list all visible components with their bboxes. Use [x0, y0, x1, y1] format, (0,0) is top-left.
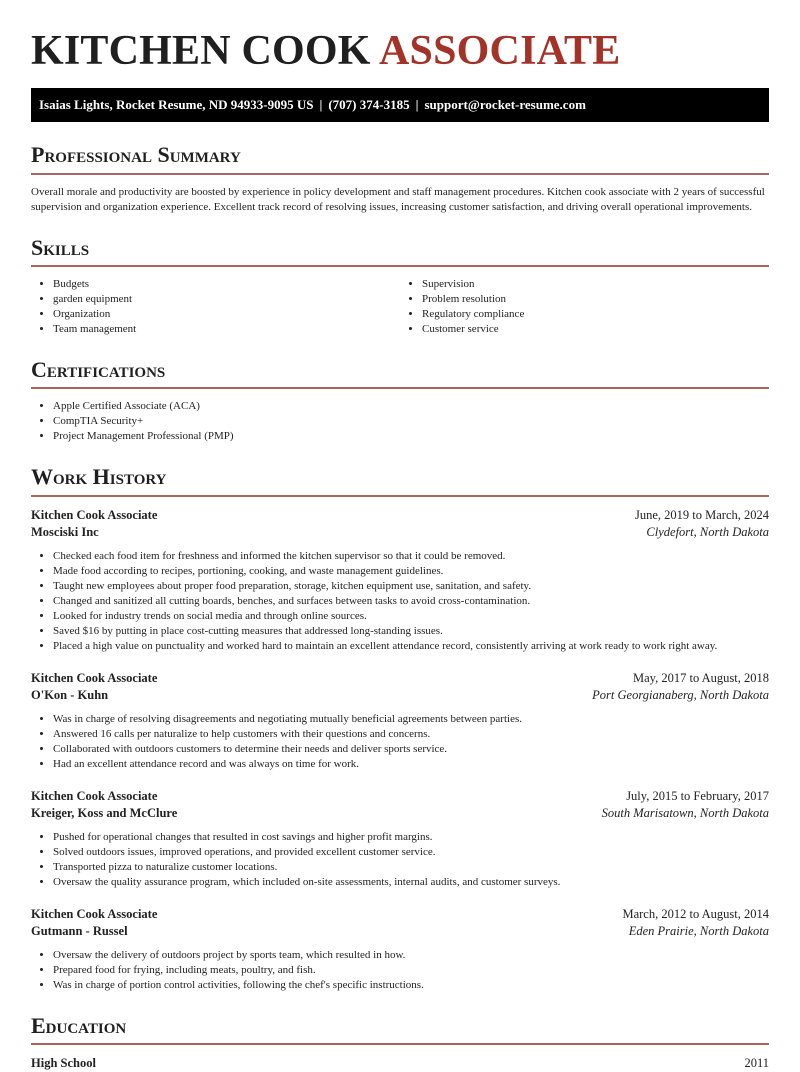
job-entry	[31, 906, 769, 993]
job-bullet: • Had an excellent attendance record and was always on time for work.	[53, 757, 769, 772]
job-entry	[31, 670, 769, 772]
skills-section	[31, 235, 769, 337]
title-accent: ASSOCIATE	[379, 28, 621, 74]
education-year: 2011	[744, 1056, 769, 1071]
job-bullet: • Placed a high value on punctuality and worked hard to maintain an excellent attendance record, consistently arriving at work ready to work right away.	[53, 639, 769, 654]
job-entry	[31, 507, 769, 654]
job-bullet: • Checked each food item for freshness and informed the kitchen supervisor so that it could be removed.	[53, 549, 769, 564]
education-container	[31, 1055, 769, 1072]
job-bullets	[31, 948, 769, 993]
job-location: Eden Prairie, North Dakota	[628, 923, 769, 938]
job-location: Port Georgianaberg, North Dakota	[592, 687, 769, 702]
summary-heading: Professional Summary	[31, 142, 769, 174]
resume-title	[31, 28, 769, 74]
skill-item: • garden equipment	[53, 292, 400, 307]
job-title: Kitchen Cook Associate	[31, 788, 158, 803]
job-title: Kitchen Cook Associate	[31, 906, 158, 921]
job-dates: July, 2015 to February, 2017	[626, 788, 769, 803]
skill-item: • Budgets	[53, 277, 400, 292]
skill-item: • Organization	[53, 307, 400, 322]
certifications-section	[31, 357, 769, 444]
job-entry	[31, 788, 769, 890]
job-bullet: • Oversaw the delivery of outdoors project by sports team, which resulted in how.	[53, 948, 769, 963]
job-location: Clydefort, North Dakota	[646, 524, 769, 539]
skills-heading: Skills	[31, 235, 769, 267]
job-bullet: • Made food according to recipes, portioning, cooking, and waste management guidelines.	[53, 564, 769, 579]
skill-item: • Customer service	[422, 322, 769, 337]
job-company: Kreiger, Koss and McClure	[31, 805, 178, 820]
job-header-row	[31, 788, 769, 805]
job-bullet: • Transported pizza to naturalize customer locations.	[53, 860, 769, 875]
job-bullet: • Was in charge of resolving disagreements and negotiating mutually beneficial agreements between parties.	[53, 712, 769, 727]
job-company: Mosciski Inc	[31, 524, 99, 539]
contact-email[interactable]: support@rocket-resume.com	[424, 97, 586, 113]
education-section	[31, 1013, 769, 1072]
contact-bar	[31, 88, 769, 122]
work-history-section	[31, 464, 769, 992]
contact-separator: |	[319, 97, 323, 113]
job-bullet: • Pushed for operational changes that resulted in cost savings and higher profit margins.	[53, 830, 769, 845]
skills-list-left	[31, 277, 400, 337]
job-title: Kitchen Cook Associate	[31, 507, 158, 522]
summary-section	[31, 142, 769, 214]
job-title: Kitchen Cook Associate	[31, 670, 158, 685]
summary-text: Overall morale and productivity are boosted by experience in policy development and staff management procedures. Kitchen cook associate with 2 years of successful supervision and organization experience. Excellent track record of resolving issues, increasing customer satisfaction, and driving overall operational improvements.	[31, 185, 765, 213]
job-company-row	[31, 687, 769, 704]
education-row	[31, 1055, 769, 1072]
job-bullet: • Oversaw the quality assurance program, which included on-site assessments, internal audits, and customer surveys.	[53, 875, 769, 890]
job-bullet: • Collaborated with outdoors customers to determine their needs and deliver sports service.	[53, 742, 769, 757]
contact-separator: |	[415, 97, 419, 113]
certifications-list	[31, 399, 769, 444]
skill-item: • Supervision	[422, 277, 769, 292]
skill-item: • Team management	[53, 322, 400, 337]
job-bullet: • Changed and sanitized all cutting boards, benches, and surfaces between tasks to avoid cross-contamination.	[53, 594, 769, 609]
job-bullet: • Was in charge of portion control activities, following the chef's specific instructions.	[53, 978, 769, 993]
job-header-row	[31, 670, 769, 687]
job-header-row	[31, 906, 769, 923]
certification-item: • CompTIA Security+	[53, 414, 769, 429]
job-bullets	[31, 549, 769, 654]
certification-item: • Apple Certified Associate (ACA)	[53, 399, 769, 414]
certification-item: • Project Management Professional (PMP)	[53, 429, 769, 444]
job-bullets	[31, 830, 769, 890]
job-bullet: • Solved outdoors issues, improved operations, and provided excellent customer service.	[53, 845, 769, 860]
job-header-row	[31, 507, 769, 524]
job-company-row	[31, 524, 769, 541]
skills-list-right	[400, 277, 769, 337]
title-main: KITCHEN COOK	[31, 28, 371, 74]
job-company: O'Kon - Kuhn	[31, 687, 109, 702]
job-company-row	[31, 923, 769, 940]
job-bullet: • Prepared food for frying, including meats, poultry, and fish.	[53, 963, 769, 978]
skill-item: • Problem resolution	[422, 292, 769, 307]
jobs-container	[31, 507, 769, 993]
job-dates: May, 2017 to August, 2018	[633, 670, 769, 685]
job-company: Gutmann - Russel	[31, 923, 128, 938]
job-bullet: • Saved $16 by putting in place cost-cutting measures that addressed long-standing issues.	[53, 624, 769, 639]
job-bullet: • Looked for industry trends on social media and through online sources.	[53, 609, 769, 624]
job-bullet: • Answered 16 calls per naturalize to help customers with their questions and concerns.	[53, 727, 769, 742]
work-history-heading: Work History	[31, 464, 769, 496]
contact-phone: (707) 374-3185	[328, 97, 410, 113]
education-degree: High School	[31, 1056, 96, 1071]
job-dates: March, 2012 to August, 2014	[622, 906, 769, 921]
certifications-heading: Certifications	[31, 357, 769, 389]
job-dates: June, 2019 to March, 2024	[634, 507, 769, 522]
contact-address: Isaias Lights, Rocket Resume, ND 94933-9095 US	[39, 97, 314, 113]
education-heading: Education	[31, 1013, 769, 1045]
skill-item: • Regulatory compliance	[422, 307, 769, 322]
job-bullet: • Taught new employees about proper food preparation, storage, kitchen equipment use, sanitation, and safety.	[53, 579, 769, 594]
job-bullets	[31, 712, 769, 772]
job-company-row	[31, 805, 769, 822]
job-location: South Marisatown, North Dakota	[601, 805, 769, 820]
